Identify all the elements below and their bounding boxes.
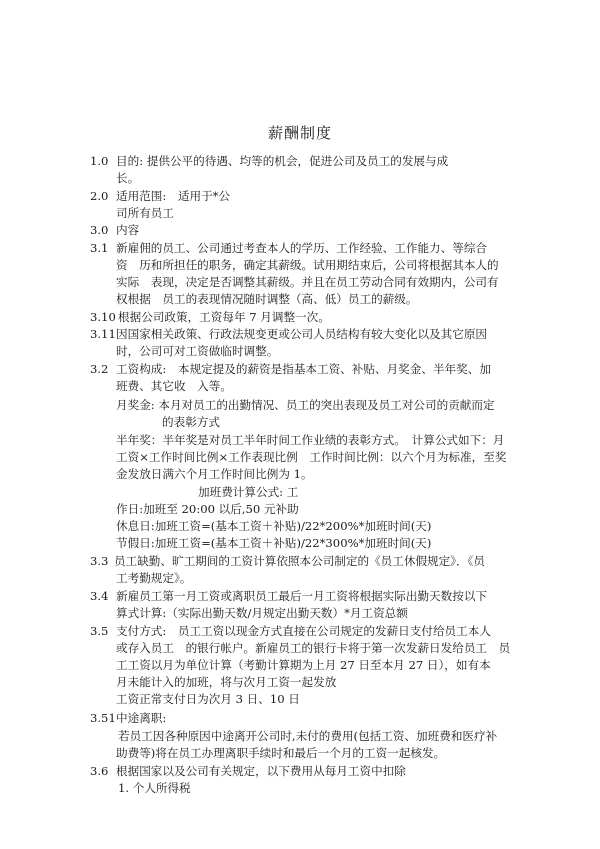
section-number-3-11: 3.11	[90, 327, 116, 341]
section-number-3-6: 3.6	[90, 764, 109, 778]
section-1-0-line-1: 目的: 提供公平的待遇、均等的机会，促进公司及员工的发展与成	[116, 154, 449, 168]
section-number-3-5: 3.5	[90, 624, 109, 638]
section-3-6-line-1: 根据国家以及公司有关规定，以下费用从每月工资中扣除	[116, 764, 406, 778]
section-1-0-line-2: 长。	[116, 171, 140, 185]
section-3-11-line-2: 时，公司可对工资做临时调整。	[116, 344, 279, 358]
section-3-5-line-4: 月未能计入的加班，将与次月工资一起发放	[116, 675, 337, 689]
section-3-3-line-2: 工考勤规定》。	[116, 571, 192, 585]
section-3-6-line-2: 1. 个人所得税	[118, 781, 191, 795]
section-3-4-line-2: 算式计算:（实际出勤天数/月规定出勤天数）*月工资总额	[116, 606, 408, 620]
section-number-3-3: 3.3	[90, 554, 109, 568]
section-3-0-line-1: 内容	[116, 223, 140, 237]
section-3-2-line-1: 工资构成: 本规定提及的薪资是指基本工资、补贴、月奖金、半年奖、加	[116, 362, 491, 376]
document-title: 薪酬制度	[267, 124, 332, 142]
section-3-5-line-2: 或存入员工 的银行帐户。新雇员工的银行卡将于第一次发薪日发给员工 员	[116, 641, 511, 655]
section-2-0-line-2: 司所有员工	[116, 206, 174, 220]
section-number-3-4: 3.4	[90, 589, 109, 603]
section-2-0-line-1: 适用范围: 适用于*公	[116, 189, 231, 203]
section-3-10-line-1: 根据公司政策，工资每年 7 月调整一次。	[118, 310, 330, 324]
section-3-3-line-1: 员工缺勤、旷工期间的工资计算依照本公司制定的《员工休假规定》．《员	[114, 554, 485, 568]
section-number-3-51: 3.51	[90, 711, 116, 725]
section-3-2-line-2: 班费、其它收 入等。	[116, 379, 232, 393]
section-3-2-line-8: 加班费计算公式: 工	[198, 485, 299, 499]
section-3-2-line-10: 休息日:加班工资=(基本工资＋补贴)/22*200%*加班时间(天)	[116, 519, 432, 533]
section-3-1-line-4: 权根据 员工的表现情况随时调整（高、低）员工的薪级。	[116, 292, 418, 306]
section-3-2-line-6: 工资×工作时间比例×工作表现比例 工作时间比例：以六个月为标准，至奖	[116, 450, 507, 464]
section-number-2-0: 2.0	[90, 189, 109, 203]
section-3-11-line-1: 因国家相关政策、行政法规变更或公司人员结构有较大变化以及其它原因	[116, 327, 488, 341]
section-3-5-line-3: 工工资以月为单位计算（考勤计算期为上月 27 日至本月 27 日），如有本	[116, 658, 491, 672]
section-3-5-line-1: 支付方式: 员工工资以现金方式直接在公司规定的发薪日支付给员工本人	[116, 624, 491, 638]
section-3-2-line-9: 作日:加班至 20:00 以后,50 元补助	[116, 502, 299, 516]
section-3-51-line-3: 助费等)将在员工办理离职手续时和最后一个月的工资一起核发。	[116, 746, 446, 760]
section-number-3-1: 3.1	[90, 241, 109, 255]
section-3-5-line-5: 工资正常支付日为次月 3 日、10 日	[116, 692, 300, 706]
section-number-3-10: 3.10	[90, 310, 116, 324]
section-number-1-0: 1.0	[90, 154, 109, 168]
section-3-1-line-2: 资 历和所担任的职务，确定其薪级。试用期结束后，公司将根据其本人的	[116, 258, 499, 272]
section-3-2-line-3: 月奖金: 本月对员工的出勤情况、员工的突出表现及员工对公司的贡献而定	[116, 398, 495, 412]
section-3-1-line-1: 新雇佣的员工、公司通过考查本人的学历、工作经验、工作能力、等综合	[116, 241, 488, 255]
section-3-51-line-1: 中途离职:	[116, 711, 167, 725]
section-3-2-line-11: 节假日:加班工资=(基本工资＋补贴)/22*300%*加班时间(天)	[116, 536, 432, 550]
section-3-4-line-1: 新雇员工第一月工资或离职员工最后一月工资将根据实际出勤天数按以下	[116, 589, 488, 603]
section-3-1-line-3: 实际 表现，决定是否调整其薪级。并且在员工劳动合同有效期内，公司有	[116, 275, 499, 289]
section-3-2-line-5: 半年奖：半年奖是对员工半年时间工作业绩的表彰方式。 计算公式如下：月	[116, 433, 505, 447]
section-number-3-2: 3.2	[90, 362, 109, 376]
section-3-2-line-7: 金发放日满六个月工作时间比例为 1。	[116, 467, 313, 481]
section-number-3-0: 3.0	[90, 223, 109, 237]
section-3-51-line-2: 若员工因各种原因中途离开公司时,未付的费用(包括工资、加班费和医疗补	[118, 729, 498, 743]
section-3-2-line-4: 的表彰方式	[162, 415, 220, 429]
